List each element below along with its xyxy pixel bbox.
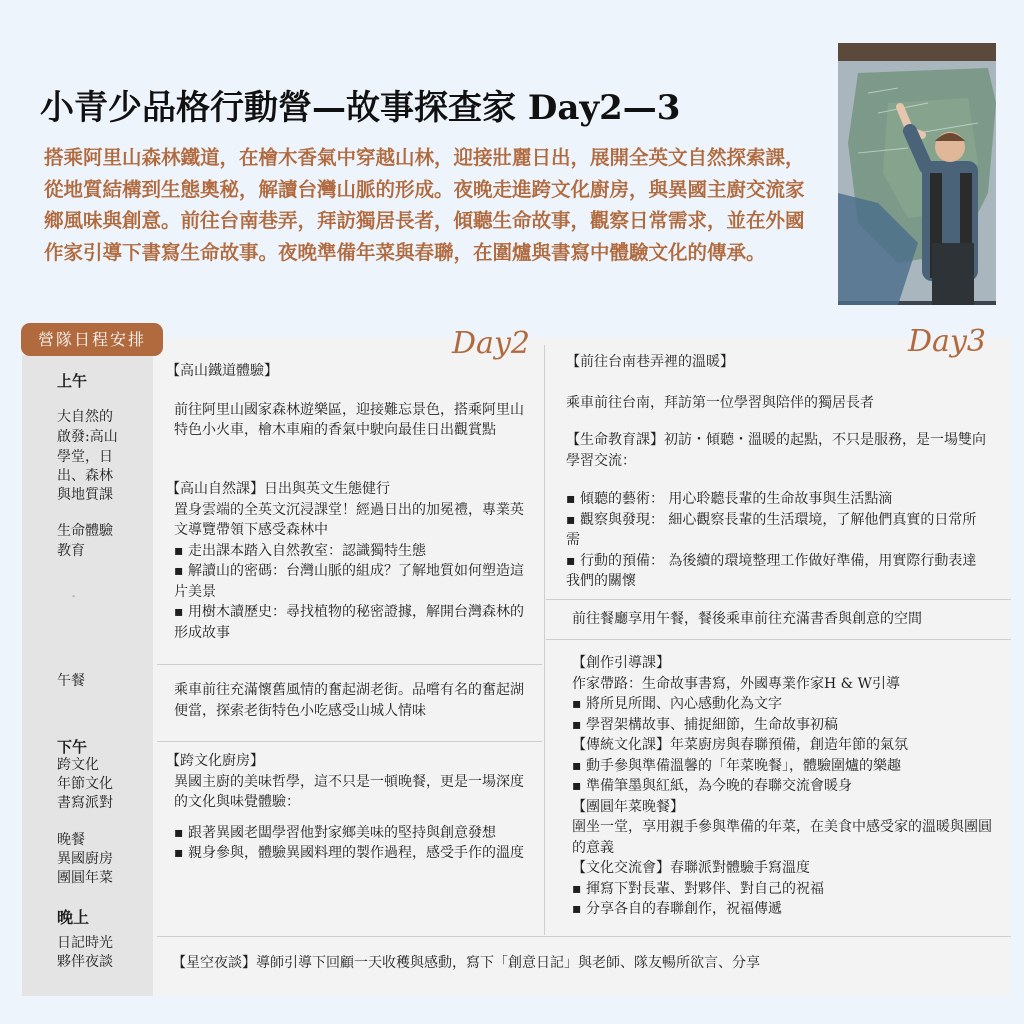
day3-life-heading: 【生命教育課】初訪・傾聽・溫暖的起點，不只是服務，是一場雙向學習交流： bbox=[566, 432, 986, 469]
life-item: 生命體驗 bbox=[57, 523, 113, 539]
day2-kitchen-block bbox=[166, 751, 536, 864]
morning-item: 與地質課 bbox=[57, 487, 113, 503]
dash-mark: - bbox=[72, 591, 76, 602]
day3-lunch-text: 前往餐廳享用午餐，餐後乘車前往充滿書香與創意的空間 bbox=[572, 611, 922, 627]
afternoon-label: 下午 bbox=[57, 738, 88, 756]
morning-item: 學堂，日 bbox=[57, 449, 113, 465]
day3-reunion-heading: 【團圓年菜晚餐】 bbox=[572, 798, 684, 815]
day-divider bbox=[544, 345, 545, 935]
day2-nature-bullet: ▪ 用樹木讀歷史：尋找植物的秘密證據，解開台灣森林的形成故事 bbox=[166, 602, 536, 643]
day3-life-bullet: ▪ 行動的預備： 為後續的環境整理工作做好準備，用實際行動表達我們的關懷 bbox=[566, 551, 986, 592]
afternoon-item: 年節文化 bbox=[57, 776, 113, 792]
divider bbox=[157, 664, 542, 665]
divider bbox=[546, 639, 1011, 640]
evening-text: 【星空夜談】導師引導下回顧一天收穫與感動，寫下「創意日記」與老師、隊友暢所欲言、分享 bbox=[172, 955, 760, 971]
evening-label: 晚上 bbox=[57, 908, 90, 927]
day2-rail-block bbox=[166, 361, 536, 441]
day2-nature-block bbox=[166, 479, 536, 643]
day3-alley-text: 乘車前往台南，拜訪第一位學習與陪伴的獨居長者 bbox=[566, 394, 874, 411]
afternoon-item: 跨文化 bbox=[57, 757, 99, 773]
day2-rail-heading: 【高山鐵道體驗】 bbox=[166, 363, 278, 379]
day3-reunion-text: 圍坐一堂，享用親手參與準備的年菜，在美食中感受家的溫暖與團圓的意義 bbox=[572, 819, 992, 856]
day3-tradition-bullet: ▪ 準備筆墨與紅紙，為今晚的春聯交流會暖身 bbox=[572, 776, 992, 797]
dinner-item: 團圓年菜 bbox=[57, 870, 113, 886]
lunch-label: 午餐 bbox=[57, 673, 85, 689]
day3-life-bullet: ▪ 觀察與發現： 細心觀察長輩的生活環境，了解他們真實的日常所需 bbox=[566, 510, 986, 551]
day2-kitchen-bullet: ▪ 親身參與，體驗異國料理的製作過程，感受手作的溫度 bbox=[166, 843, 536, 864]
morning-item: 大自然的 bbox=[57, 409, 113, 425]
day2-kitchen-text: 異國主廚的美味哲學，這不只是一頓晚餐，更是一場深度的文化與味覺體驗： bbox=[174, 773, 524, 810]
day3-afternoon-block bbox=[572, 653, 992, 920]
dinner-item: 晚餐 bbox=[57, 832, 85, 848]
day3-life-block bbox=[566, 430, 986, 592]
day3-exchange-bullet: ▪ 分享各自的春聯創作，祝福傳遞 bbox=[572, 899, 992, 920]
morning-item: 啟發:高山 bbox=[57, 429, 118, 445]
day3-writing-heading: 【創作引導課】 bbox=[572, 655, 670, 671]
day3-exchange-heading: 【文化交流會】春聯派對體驗手寫溫度 bbox=[572, 860, 810, 876]
divider bbox=[546, 599, 1011, 600]
life-item: 教育 bbox=[57, 543, 85, 559]
morning-item: 出、森林 bbox=[57, 468, 113, 484]
day2-kitchen-heading: 【跨文化廚房】 bbox=[166, 753, 264, 769]
day2-nature-bullet: ▪ 走出課本踏入自然教室：認識獨特生態 bbox=[166, 541, 536, 562]
instructor-photo bbox=[838, 43, 996, 305]
intro-paragraph: 搭乘阿里山森林鐵道，在檜木香氣中穿越山林，迎接壯麗日出，展開全英文自然探索課，從地質結構到生態奧秘，解讀台灣山脈的形成。夜晚走進跨文化廚房，與異國主廚交流家鄉風味與創意。前往台南巷弄，拜訪獨居長者，傾聽生命故事，觀察日常需求，並在外國作家引導下書寫生命故事。夜晚準備年菜與春聯，在圍爐與書寫中體驗文化的傳承。 bbox=[44, 146, 805, 264]
dinner-item: 異國廚房 bbox=[57, 851, 113, 867]
day3-alley-heading: 【前往台南巷弄裡的溫暖】 bbox=[566, 354, 734, 370]
day3-life-bullet: ▪ 傾聽的藝術： 用心聆聽長輩的生命故事與生活點滴 bbox=[566, 489, 986, 510]
day2-lunch-text: 乘車前往充滿懷舊風情的奮起湖老街。品嚐有名的奮起湖便當，探索老街特色小吃感受山城人情味 bbox=[174, 682, 524, 719]
day3-tradition-heading: 【傳統文化課】年菜廚房與春聯預備，創造年節的氣氛 bbox=[572, 737, 908, 753]
afternoon-item: 書寫派對 bbox=[57, 795, 113, 811]
page-title: 小青少品格行動營—故事探查家 Day2—3 bbox=[40, 88, 681, 128]
divider bbox=[157, 936, 1011, 937]
day2-label: Day2 bbox=[452, 326, 530, 361]
morning-label: 上午 bbox=[57, 372, 88, 390]
day3-label: Day3 bbox=[908, 324, 986, 359]
day3-writing-bullet: ▪ 學習架構故事、捕捉細節，生命故事初稿 bbox=[572, 715, 992, 736]
schedule-badge: 營隊日程安排 bbox=[21, 323, 163, 356]
evening-item: 夥伴夜談 bbox=[57, 954, 113, 970]
day2-nature-bullet: ▪ 解讀山的密碼：台灣山脈的組成？了解地質如何塑造這片美景 bbox=[166, 561, 536, 602]
day3-exchange-bullet: ▪ 揮寫下對長輩、對夥伴、對自己的祝福 bbox=[572, 879, 992, 900]
day3-writing-bullet: ▪ 將所見所聞、內心感動化為文字 bbox=[572, 694, 992, 715]
day2-nature-heading: 【高山自然課】日出與英文生態健行 bbox=[166, 481, 390, 497]
day2-rail-text: 前往阿里山國家森林遊樂區，迎接難忘景色，搭乘阿里山特色小火車，檜木車廂的香氣中駛向最佳日出觀賞點 bbox=[174, 401, 524, 438]
day3-tradition-bullet: ▪ 動手參與準備溫馨的「年菜晚餐」，體驗圍爐的樂趣 bbox=[572, 756, 992, 777]
day3-writing-text: 作家帶路：生命故事書寫，外國專業作家H & W引導 bbox=[572, 675, 900, 692]
day3-alley-block bbox=[566, 352, 986, 413]
day2-nature-text: 置身雲端的全英文沉浸課堂！經過日出的加冕禮，專業英文導覽帶領下感受森林中 bbox=[174, 501, 524, 538]
evening-item: 日記時光 bbox=[57, 935, 113, 951]
divider bbox=[157, 741, 542, 742]
day2-kitchen-bullet: ▪ 跟著異國老闆學習他對家鄉美味的堅持與創意發想 bbox=[166, 823, 536, 844]
instructor-photo-illustration bbox=[838, 43, 996, 305]
